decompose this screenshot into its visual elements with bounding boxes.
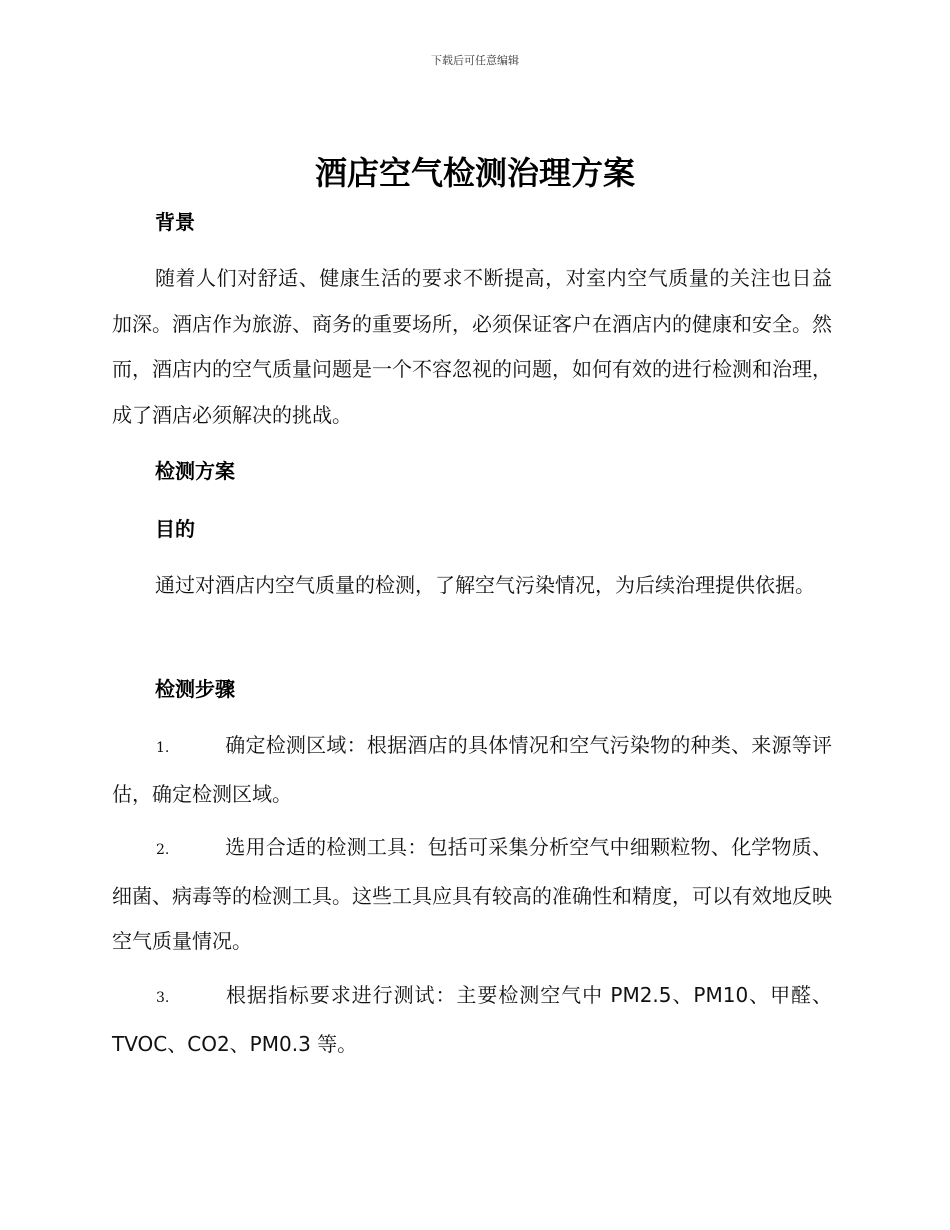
list-item-number: 3. xyxy=(156,990,170,1006)
section-heading-detection-steps: 检测步骤 xyxy=(155,677,235,701)
list-item-step-2 xyxy=(112,825,832,965)
section-heading-detection-plan: 检测方案 xyxy=(155,459,235,483)
list-item-text: 选用合适的检测工具：包括可采集分析空气中细颗粒物、化学物质、细菌、病毒等的检测工具。这些工具应具有较高的准确性和精度，可以有效地反映空气质量情况。 xyxy=(112,835,832,953)
paragraph-background: 随着人们对舒适、健康生活的要求不断提高，对室内空气质量的关注也日益加深。酒店作为旅游、商务的重要场所，必须保证客户在酒店内的健康和安全。然而，酒店内的空气质量问题是一个不容忽视的问题，如何有效的进行检测和治理，成了酒店必须解决的挑战。 xyxy=(112,266,832,427)
list-item-text: 根据指标要求进行测试：主要检测空气中 PM2.5、PM10、甲醛、TVOC、CO2、PM0.3 等。 xyxy=(112,983,832,1056)
list-item-step-3 xyxy=(112,973,832,1067)
list-item-number: 1. xyxy=(156,740,170,756)
list-item-number: 2. xyxy=(156,842,170,858)
section-heading-purpose: 目的 xyxy=(155,517,195,541)
section-heading-background: 背景 xyxy=(155,210,195,234)
list-item-step-1 xyxy=(112,723,832,817)
document-title: 酒店空气检测治理方案 xyxy=(314,154,635,192)
page-header-note: 下载后可任意编辑 xyxy=(431,54,519,67)
list-item-text: 确定检测区域：根据酒店的具体情况和空气污染物的种类、来源等评估，确定检测区域。 xyxy=(112,733,832,806)
paragraph-purpose: 通过对酒店内空气质量的检测，了解空气污染情况，为后续治理提供依据。 xyxy=(155,573,815,597)
